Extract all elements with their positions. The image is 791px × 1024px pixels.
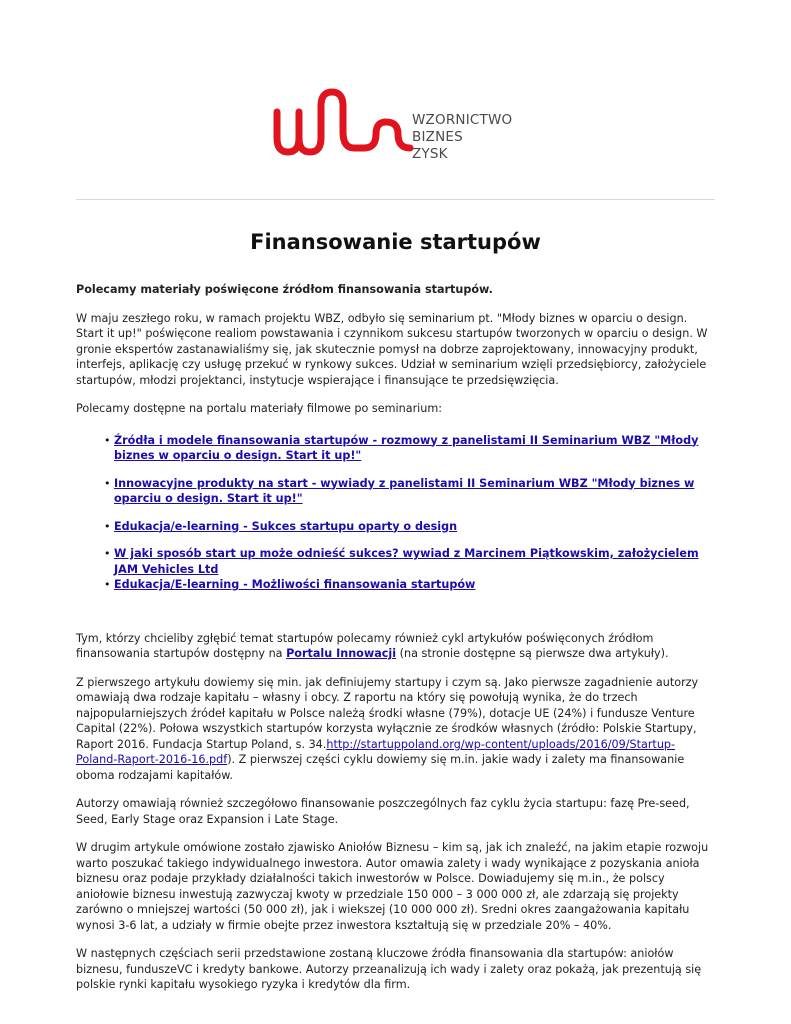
bullet-icon: • [104,519,111,533]
link-sources-models[interactable]: Źródła i modele finansowania startupów - rozmowy z panelistami II Seminarium WBZ "Młody biznes w oparciu o design. Start it up!" [114,433,699,462]
list-item [76,546,716,577]
link-portal-innowacji[interactable]: Portalu Innowacji [286,647,397,660]
link-startup-poland-report[interactable]: http://startuppoland.org/wp-content/uploads/2016/09/Startup-Poland-Raport-2016-16.pdf [76,737,676,766]
logo-line-3: ZYSK [412,146,448,162]
text-segment: Tym, którzy chcieliby zgłębić temat startupów polecamy również cykl artykułów poświęconych źródłom finansowania startupów dostępny na [76,631,654,660]
articles-paragraph-3: Autorzy omawiają również szczegółowo finansowanie poszczególnych faz cyklu życia startupu: fazę Pre-seed, Seed, Early Stage oraz Expansion i Late Stage. [76,797,690,826]
logo-wordmark [412,112,512,163]
list-item [76,433,716,464]
article-body [76,282,716,1006]
bullet-icon: • [104,433,111,447]
bullet-icon: • [104,476,111,490]
header-divider [76,199,715,200]
list-item [76,476,716,507]
section-spacer [76,605,716,631]
articles-paragraph-4: W drugim artykule omówione zostało zjawisko Aniołów Biznesu – kim są, jak ich znaleźć, na jakim etapie rozwoju warto poszukać takiego indywidualnego inwestora. Autor omawia zalety i wady wynikające z pozyskania anioła biznesu oraz podaje przykłady działalności takich inwestorów w Polsce. Dowiadujemy się m.in., że polscy aniołowie biznesu inwestują zazwyczaj kwoty w przedziale 150 000 – 3 000 000 zł, ale zdarzają się projekty zarówno o mniejszej wartości (50 000 zł), jak i wiekszej (10 000 000 zł). Sredni okres zaangażowania kapitału wynosi 3-6 lat, a udziały w firmie obejte przez inwestora kształtują się w przedziale 20% – 40%. [76,841,709,932]
logo-line-2: BIZNES [412,129,463,145]
list-item [76,577,716,593]
articles-paragraph-1 [76,631,716,662]
bullet-icon: • [104,578,111,591]
link-interview-jam-vehicles[interactable]: W jaki sposób start up może odnieść sukces? wywiad z Marcinem Piątkowskim, założycielem JAM Vehicles Ltd [114,547,699,576]
page-title: Finansowanie startupów [250,230,541,254]
video-links-list [76,433,716,593]
articles-paragraph-2 [76,675,716,784]
link-financing-options[interactable]: Edukacja/E-learning - Możliwości finansowania startupów [114,578,476,591]
list-item [76,519,716,535]
text-segment: ). Z pierwszej części cyklu dowiemy się m.in. jakie wady i zalety ma finansowanie oboma rodzajami kapitałów. [76,753,685,782]
bullet-icon: • [104,547,111,560]
intro-paragraph: W maju zeszłego roku, w ramach projektu WBZ, odbyło się seminarium pt. "Młody biznes w oparciu o design. Start it up!" poświęcone realiom powstawania i czynnikom sukcesu startupów tworzonych w oparciu o design. W gronie ekspertów zastanawialiśmy się, jak skutecznie pomysł na dobrze zaprojektowany, innowacyjny produkt, interfejs, aplikację czy usługę przekuć w rynkowy sukces. Udział w seminarium wzięli przedsiębiorcy, założyciele startupów, młodzi projektanci, instytucje wspierające i finansujące te przedsięwzięcia. [76,311,708,387]
text-segment: (na stronie dostępne są pierwsze dwa artykuły). [396,647,669,660]
articles-paragraph-5: W następnych częściach serii przedstawione zostaną kluczowe źródła finansowania dla startupów: aniołów biznesu, funduszeVC i kredyty bankowe. Autorzy przeanalizują ich wady i zalety oraz pokażą, jak prezentują się polskie rynki kapitału wysokiego ryzyka i kredytów dla firm. [76,947,702,991]
lead-text: Polecamy materiały poświęcone źródłom finansowania startupów. [76,283,493,296]
text-segment: Z pierwszego artykułu dowiemy się min. jak definiujemy startupy i czym są. Jako pierwsze zagadnienie autorzy omawiają dwa rodzaje kapitału – własny i obcy. Z raportu na który się powołują wynika, że do trzech najpopularniejszych źródeł kapitału w Polsce należą środki własne (79%), dotacje UE (24%) i fundusze Venture Capital (22%). Połowa wszystkich startupów korzysta wyłącznie ze środków własnych (źródło: Polskie Startupy, Raport 2016. Fundacja Startup Poland, s. 34. [76,675,699,751]
link-innovative-products[interactable]: Innowacyjne produkty na start - wywiady z panelistami II Seminarium WBZ "Młody biznes w oparciu o design. Start it up!" [114,476,695,505]
list-intro: Polecamy dostępne na portalu materiały filmowe po seminarium: [76,402,443,415]
logo-line-1: WZORNICTWO [412,112,513,128]
link-startup-success-design[interactable]: Edukacja/e-learning - Sukces startupu oparty o design [114,519,458,533]
